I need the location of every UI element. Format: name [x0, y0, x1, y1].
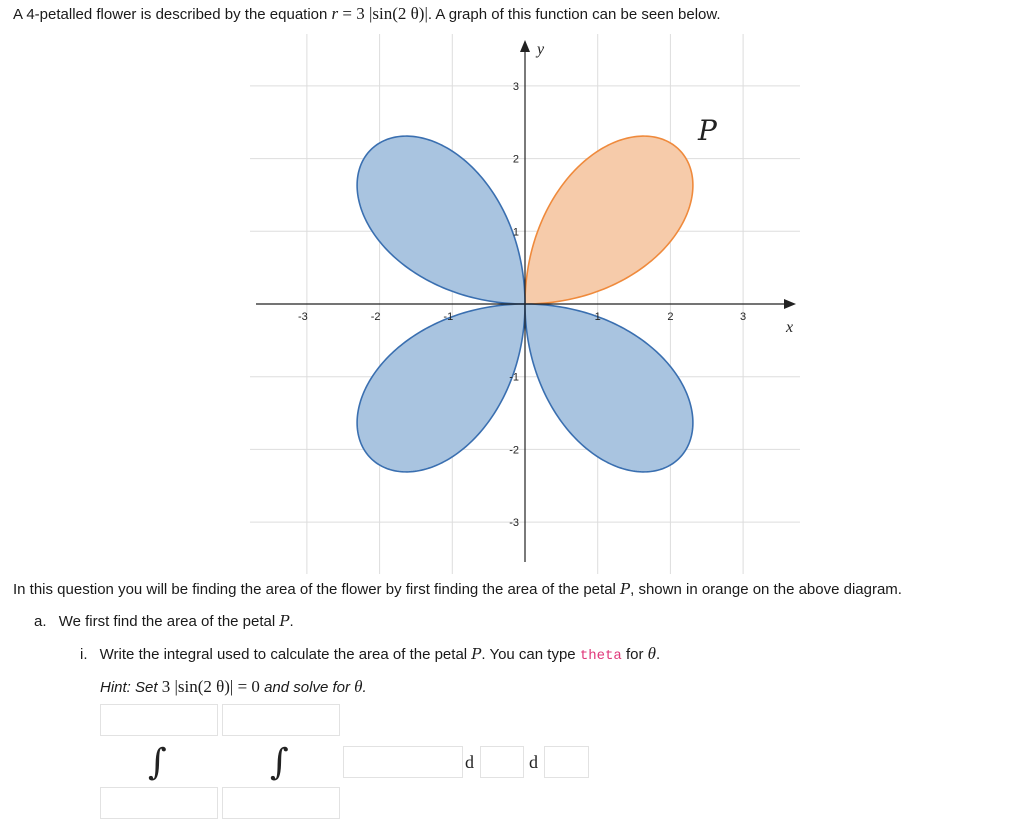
petal-quadrant-I	[525, 136, 693, 304]
hint-text	[100, 677, 367, 697]
y-tick-label: 1	[512, 226, 519, 239]
hint-label: Hint: Set	[100, 679, 162, 696]
integrand-input[interactable]	[343, 746, 463, 778]
differential-d-inner: d	[465, 752, 474, 772]
petal-quadrant-II	[357, 136, 525, 304]
theta-symbol: θ	[647, 644, 657, 663]
hint-text-mid: and solve for	[259, 679, 355, 696]
x-tick-label: 2	[667, 311, 674, 323]
question-text-before: In this question you will be finding the area of the flower by first finding the area of the petal	[13, 581, 621, 598]
part-a-marker: a.	[34, 613, 47, 630]
inner-upper-limit-input[interactable]	[222, 704, 340, 736]
part-a-text-after: .	[289, 613, 294, 630]
y-tick-label: -1	[509, 371, 519, 384]
polar-graph	[250, 34, 800, 574]
petal-symbol: P	[471, 645, 482, 663]
x-tick-label: -3	[298, 311, 308, 323]
x-tick-label: 1	[594, 311, 601, 323]
y-tick-label: -3	[509, 517, 519, 530]
part-ai-text: Write the integral used to calculate the area of the petal	[99, 646, 472, 663]
question-text	[13, 580, 902, 598]
outer-lower-limit-input[interactable]	[100, 787, 218, 819]
petal-label: P	[698, 114, 717, 147]
x-tick-label: 3	[740, 311, 747, 323]
equation-rhs: = 3 |sin(2 θ)|	[338, 4, 428, 23]
intro-text-after: . A graph of this function can be seen below.	[427, 6, 721, 23]
outer-integral-sign: ∫	[148, 742, 167, 783]
y-axis-arrow-icon	[520, 40, 530, 52]
theta-symbol: θ	[354, 677, 363, 696]
x-tick-label: -2	[370, 311, 381, 323]
y-tick-label: -2	[509, 444, 519, 457]
differential-d-outer: d	[529, 752, 538, 772]
y-axis-label: y	[537, 41, 545, 58]
petal-quadrant-IV	[525, 304, 693, 472]
x-axis-arrow-icon	[784, 299, 796, 309]
x-axis-label: x	[786, 319, 794, 336]
code-theta: theta	[579, 648, 622, 664]
intro-text	[13, 4, 721, 24]
petal-symbol: P	[620, 580, 631, 598]
inner-variable-input[interactable]	[480, 746, 524, 778]
part-a-text: We first find the area of the petal	[58, 613, 280, 630]
part-ai	[80, 644, 660, 664]
inner-integral-sign: ∫	[270, 742, 289, 783]
outer-variable-input[interactable]	[544, 746, 589, 778]
part-ai-text-mid2: for	[621, 646, 648, 663]
x-tick-label: -1	[443, 311, 454, 323]
part-ai-marker: i.	[80, 646, 88, 663]
intro-text-before: A 4-petalled flower is described by the equation	[13, 6, 332, 23]
outer-upper-limit-input[interactable]	[100, 704, 218, 736]
petal-quadrant-III	[357, 304, 525, 472]
hint-equation: 3 |sin(2 θ)| = 0	[161, 677, 260, 696]
part-a	[34, 612, 294, 630]
question-text-after: , shown in orange on the above diagram.	[630, 581, 902, 598]
part-ai-text-mid: . You can type	[481, 646, 580, 663]
hint-text-after: .	[362, 679, 367, 696]
petal-symbol: P	[279, 612, 290, 630]
equation-lhs: r	[331, 4, 339, 23]
part-ai-text-after: .	[656, 646, 661, 663]
inner-lower-limit-input[interactable]	[222, 787, 340, 819]
y-tick-label: 3	[512, 80, 519, 93]
y-tick-label: 2	[512, 153, 519, 166]
